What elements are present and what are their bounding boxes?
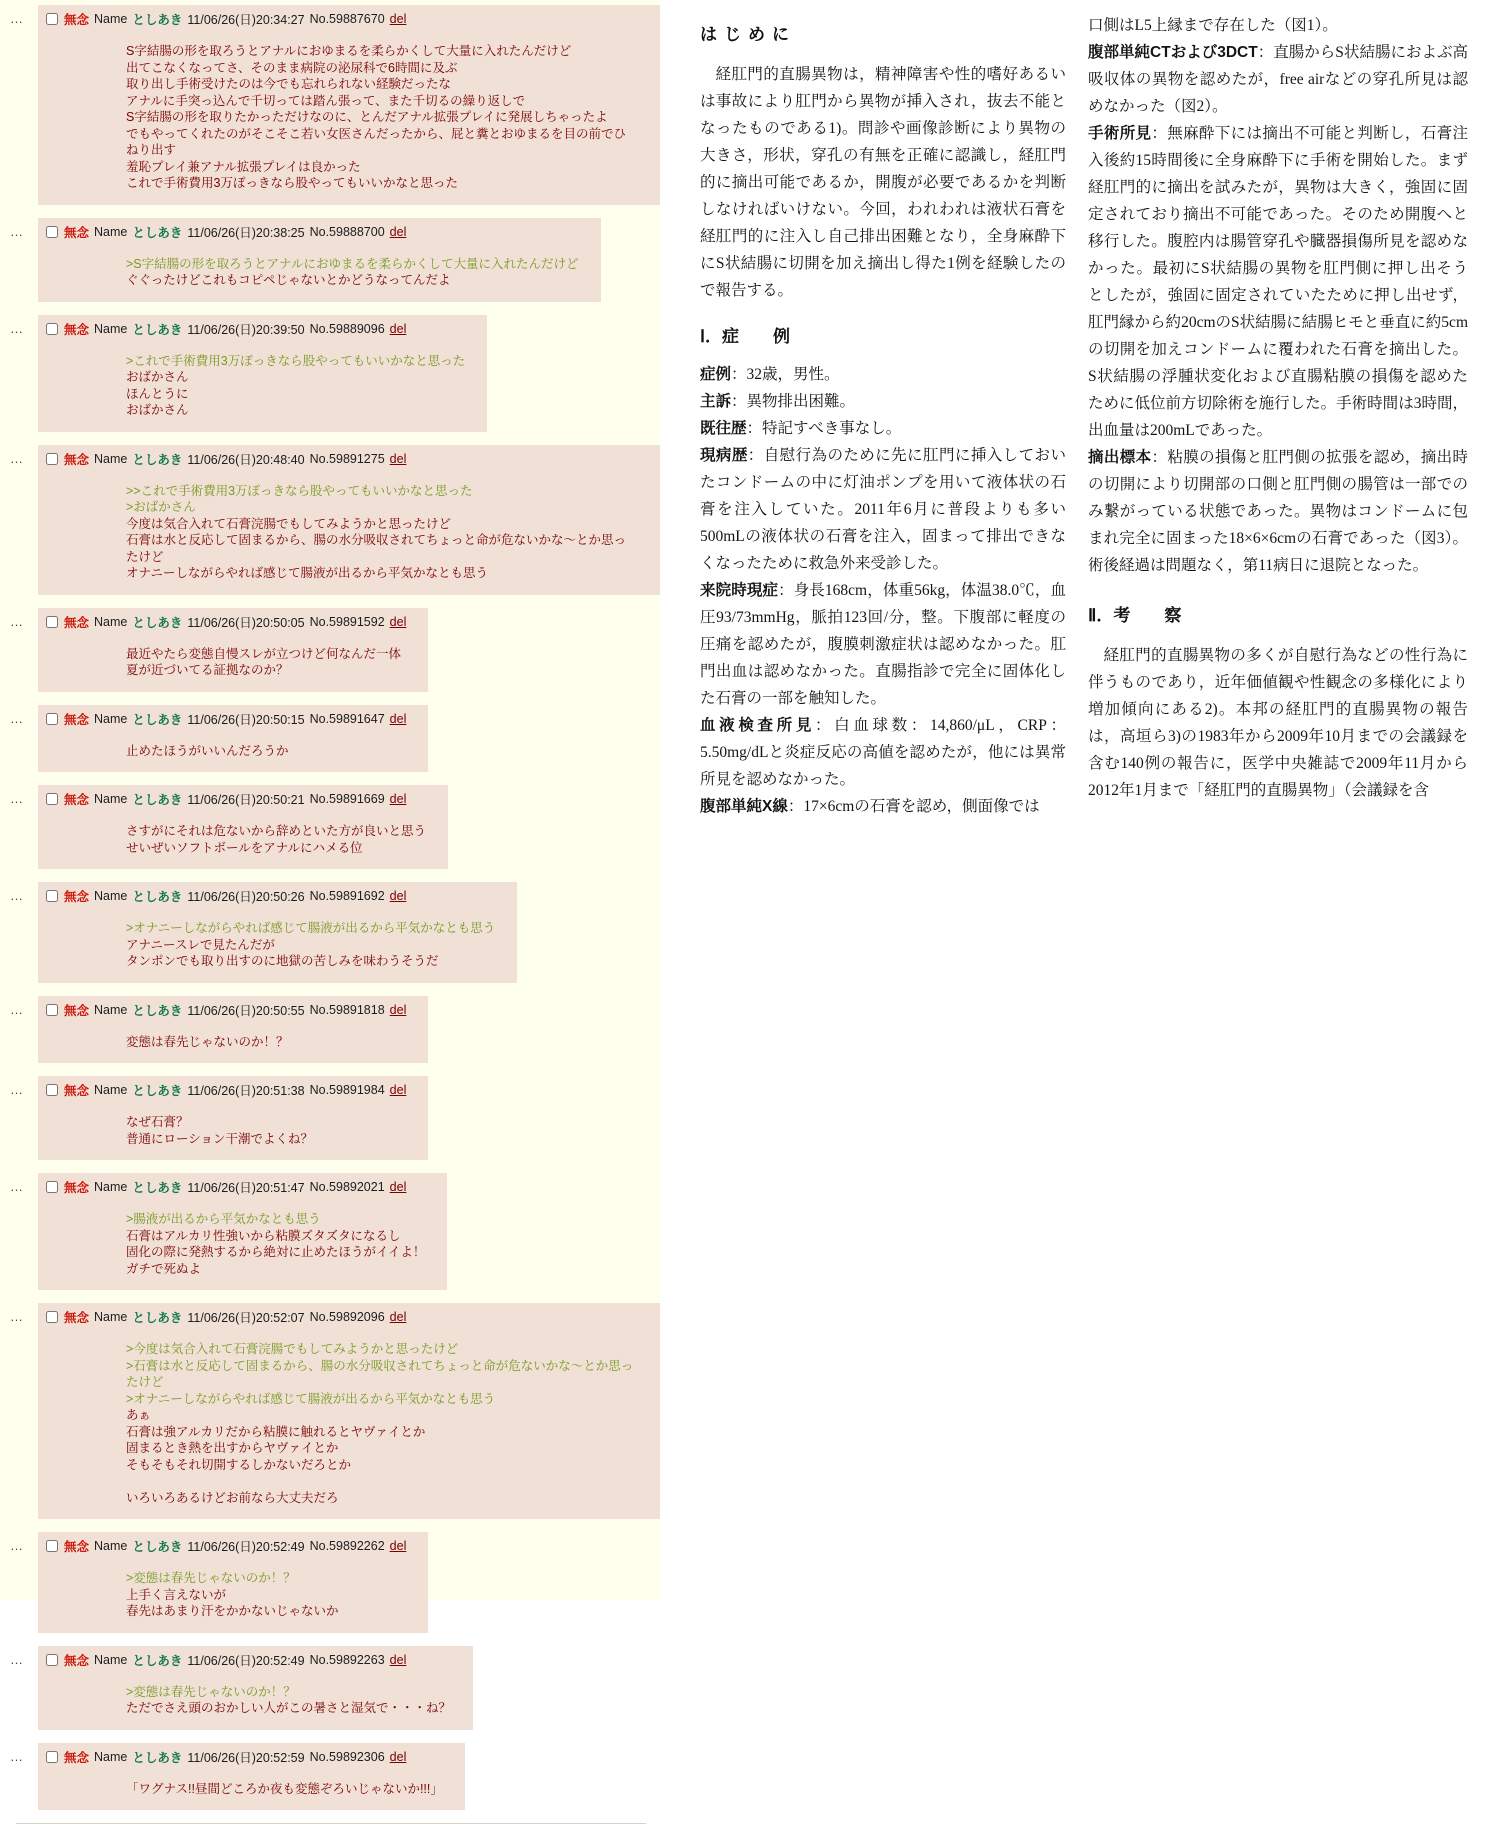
poster-name: としあき	[132, 1181, 183, 1195]
delete-checkbox[interactable]	[46, 1311, 58, 1323]
name-label: Name	[94, 1180, 128, 1194]
post-header	[46, 1178, 425, 1196]
post-subject: 無念	[64, 712, 90, 727]
post-text-line: おばかさん	[126, 370, 189, 384]
post-quote-line: >オナニーしながらやれば感じて腸液が出るから平気かなとも思う	[126, 1391, 496, 1406]
post-text-line: アナニースレで見たんだが	[126, 937, 275, 952]
post-body	[126, 646, 406, 679]
post-body	[126, 256, 579, 289]
post-text-line: 今度は気合入れて石膏浣腸でもしてみようかと思ったけど	[126, 516, 452, 531]
delete-checkbox[interactable]	[46, 1084, 58, 1096]
reply-expand-control[interactable]: …	[10, 450, 24, 466]
post-text-line: 「ワグナス!!昼間どころか夜も変態ぞろいじゃないか!!!」	[126, 1781, 443, 1796]
post-datetime: 11/06/26(日)20:52:59	[187, 1750, 305, 1765]
post-body	[126, 1114, 406, 1147]
post-header	[46, 10, 638, 28]
post-body	[126, 823, 426, 856]
case-item-text: ：異物排出困難。	[731, 393, 856, 410]
name-label: Name	[94, 1539, 128, 1553]
post-row	[0, 1743, 660, 1811]
post-text-line: S字結腸の形を取りたかっただけなのに、とんだアナル拡張プレイに発展しちゃったよ	[126, 110, 608, 124]
case-item	[1088, 444, 1468, 579]
post-body	[126, 743, 406, 760]
post-text-line: 羞恥プレイ兼アナル拡張プレイは良かった	[126, 159, 361, 174]
post-quote-line: >変態は春先じゃないのか！？	[126, 1571, 296, 1585]
intro-paragraph: 経肛門的直腸異物は，精神障害や性的嗜好あるいは事故により肛門から異物が挿入され，抜去不能となったものである1)。問診や画像診断により異物の大きさ，形状，穿孔の有無を正確に認識し，経肛門的に摘出可能であるか，開腹が必要であるかを判断しなければいけない。今回，われわれは液状石膏を経肛門的に注入し自己排出困難となり，全身麻酔下にS状結腸に切開を加え摘出し得た1例を経験したので報告する。	[700, 66, 1066, 299]
del-link[interactable]: del	[389, 614, 407, 629]
post-subject: 無念	[64, 1750, 90, 1765]
post	[38, 1532, 428, 1633]
post	[38, 5, 660, 205]
post	[38, 315, 487, 432]
post	[38, 705, 428, 773]
post-header	[46, 710, 406, 728]
post-text-line	[126, 1473, 638, 1490]
del-link[interactable]: del	[389, 889, 407, 903]
post-row	[0, 882, 660, 983]
case-item-label: 症例	[700, 366, 732, 383]
reply-expand-control[interactable]: …	[10, 613, 24, 629]
post-header	[46, 1651, 451, 1669]
post-text-line: 出てこなくなってさ、そのまま病院の泌尿科で6時間に及ぶ	[126, 60, 458, 75]
name-label: Name	[94, 1310, 128, 1324]
name-label: Name	[94, 614, 128, 629]
name-label: Name	[94, 321, 128, 336]
post-text-line: オナニーしながらやれば感じて腸液が出るから平気かなとも思う	[126, 566, 489, 580]
post-row	[0, 1532, 660, 1633]
reply-expand-control[interactable]: …	[10, 1179, 24, 1194]
reply-expand-control[interactable]: …	[10, 1001, 24, 1017]
post-subject: 無念	[64, 1653, 90, 1668]
post-datetime: 11/06/26(日)20:50:05	[187, 615, 305, 630]
post	[38, 608, 428, 692]
post-header	[46, 790, 426, 808]
name-label: Name	[94, 1083, 128, 1097]
post-header	[46, 613, 406, 631]
case-item	[700, 415, 1066, 442]
del-link[interactable]: del	[389, 224, 407, 239]
post	[38, 882, 517, 983]
del-link[interactable]: del	[389, 321, 407, 336]
delete-checkbox[interactable]	[46, 226, 58, 238]
post-datetime: 11/06/26(日)20:39:50	[187, 322, 305, 337]
case-item-label: 来院時現症	[700, 582, 779, 599]
name-label: Name	[94, 224, 128, 239]
post-header	[46, 887, 495, 905]
post	[38, 996, 428, 1064]
post-text-line: あぁ	[126, 1408, 151, 1422]
post-number: No.59891275	[309, 451, 385, 466]
poster-name: としあき	[132, 712, 183, 727]
case-item-text: ：無麻酔下には摘出不可能と判断し，石膏注入後約15時間後に全身麻酔下に手術を開始した。まず経肛門的に摘出を試みたが，異物は大きく，強固に固定されており摘出不可能であった。そのため開腹へと移行した。腹腔内は腸管穿孔や臓器損傷所見を認めなかった。最初にS状結腸の異物を肛門側に押し出そうとしたが，強固に固定されていたために押し出せず，肛門縁から約20cmのS状結腸に結腸ヒモと垂直に約5cmの切開を加えコンドームに覆われた石膏を摘出した。S状結腸の浮腫状変化および直腸粘膜の損傷を認めたために低位前方切除術を施行した。手術時間は3時間，出血量は200mLであった。	[1088, 125, 1468, 439]
post-row	[0, 1173, 660, 1290]
poster-name: としあき	[132, 1750, 183, 1765]
discussion-section-heading: Ⅱ．考 察	[1088, 606, 1182, 625]
post-text-line: せいぜいソフトボールをアナルにハメる位	[126, 840, 363, 855]
post-text-line: ガチで死ぬよ	[126, 1261, 202, 1276]
post-row	[0, 218, 660, 302]
case-item-text: ：32歳，男性。	[731, 366, 840, 383]
post-number: No.59891669	[309, 792, 385, 806]
post-header	[46, 1748, 443, 1766]
delete-checkbox[interactable]	[46, 890, 58, 902]
post-text-line: おばかさん	[126, 403, 189, 417]
poster-name: としあき	[132, 13, 183, 27]
post-datetime: 11/06/26(日)20:50:26	[187, 890, 305, 904]
delete-checkbox[interactable]	[46, 1181, 58, 1193]
post-text-line: ぐぐったけどこれもコピペじゃないとかどうなってんだよ	[126, 273, 451, 287]
thread-posts	[0, 0, 660, 1810]
reply-expand-control[interactable]: …	[10, 320, 24, 336]
post-subject: 無念	[64, 1003, 90, 1018]
post-text-line: S字結腸の形を取ろうとアナルにおゆまるを柔らかくして大量に入れたんだけど	[126, 44, 572, 58]
post-text-line: 止めたほうがいいんだろうか	[126, 743, 289, 758]
delete-checkbox[interactable]	[46, 323, 58, 335]
delete-checkbox[interactable]	[46, 793, 58, 805]
post-subject: 無念	[64, 793, 90, 807]
case-item	[700, 361, 1066, 388]
imageboard-thread	[0, 0, 660, 1796]
delete-checkbox[interactable]	[46, 453, 58, 465]
post-header	[46, 223, 579, 241]
post-text-line: 普通にローション干潮でよくね？	[126, 1131, 314, 1146]
case-item-label: 主訴	[700, 393, 732, 410]
post-header	[46, 1081, 406, 1099]
del-link[interactable]: del	[389, 1652, 407, 1667]
del-link[interactable]: del	[389, 12, 407, 26]
case-item	[700, 712, 1066, 793]
reply-expand-control[interactable]: …	[10, 791, 24, 806]
post	[38, 1743, 465, 1811]
post	[38, 1173, 447, 1290]
paper-page	[660, 0, 1490, 1600]
post-row	[0, 315, 660, 432]
del-link[interactable]: del	[389, 1310, 407, 1324]
post-text-line: 石膏はアルカリ性強いから粘膜ズタズタになるし	[126, 1228, 401, 1243]
case-item-text: ：自慰行為のために先に肛門に挿入しておいたコンドームの中に灯油ポンプを用いて液体状の石膏を注入していた。2011年6月に普段よりも多い500mLの液体状の石膏を注入，固まって排出できなくなったために救急外来受診した。	[700, 447, 1066, 572]
name-label: Name	[94, 1749, 128, 1764]
post-number: No.59892263	[309, 1652, 385, 1667]
delete-checkbox[interactable]	[46, 713, 58, 725]
reply-expand-control[interactable]: …	[10, 1651, 24, 1667]
name-label: Name	[94, 889, 128, 903]
post-quote-line: >これで手術費用3万ぽっきなら股やってもいいかなと思った	[126, 353, 466, 368]
post-text-line: タンポンでも取り出すのに地獄の苦しみを味わうそうだ	[126, 954, 439, 968]
post-header	[46, 320, 465, 338]
case-item-label: 摘出標本	[1088, 449, 1152, 466]
reply-expand-control[interactable]: …	[10, 223, 24, 239]
del-link[interactable]: del	[389, 1002, 407, 1017]
case-item-text: ：身長168cm，体重56kg，体温38.0℃，血圧93/73mmHg，脈拍123回/分，整。下腹部に軽度の圧痛を認めたが，腹膜刺激症状は認めなかった。肛門出血は認めなかった。直腸指診で完全に固体化した石膏の一部を触知した。	[700, 582, 1066, 707]
discussion-paragraph: 経肛門的直腸異物の多くが自慰行為などの性行為に伴うものであり，近年価値観や性観念の多様化により増加傾向にある2)。本邦の経肛門的直腸異物の報告は，高垣ら3)の1983年から2009年10月までの会議録を含む140例の報告に，医学中央雑誌で2009年11月から2012年1月まで「経肛門的直腸異物」（会議録を含	[1088, 647, 1468, 799]
post-row	[0, 608, 660, 692]
post-row	[0, 445, 660, 595]
post-body	[126, 1341, 638, 1506]
name-label: Name	[94, 711, 128, 726]
case-section-heading: Ⅰ．症 例	[700, 327, 791, 346]
case-item-text: ：17×6cmの石膏を認め，側面像では	[787, 798, 1040, 815]
poster-name: としあき	[132, 1653, 183, 1668]
post-text-line: 固まるとき熱を出すからヤヴァイとか	[126, 1441, 339, 1455]
post-text-line: なぜ石膏？	[126, 1115, 189, 1129]
case-item-label: 手術所見	[1088, 125, 1152, 142]
post-body	[126, 920, 495, 970]
post-header	[46, 450, 638, 468]
reply-expand-control[interactable]: …	[10, 11, 24, 26]
reply-expand-control[interactable]: …	[10, 1082, 24, 1097]
post-text-line: 取り出し手術受けたのは今でも忘れられない経験だったな	[126, 77, 452, 91]
post-quote-line: >石膏は水と反応して固まるから、腸の水分吸収されてちょっと命が危ないかな〜とか思ったけど	[126, 1358, 634, 1389]
post-datetime: 11/06/26(日)20:34:27	[187, 13, 305, 27]
post-body	[126, 1684, 451, 1717]
post-text-line: でもやってくれたのがそこそこ若い女医さんだったから、屁と糞とおゆまるを目の前でひねり出す	[126, 126, 627, 157]
name-label: Name	[94, 792, 128, 806]
poster-name: としあき	[132, 1311, 183, 1325]
post-number: No.59892021	[309, 1180, 385, 1194]
post-text-line: 最近やたら変態自慢スレが立つけど何なんだ一体	[126, 646, 402, 661]
post-row	[0, 5, 660, 205]
post-row	[0, 1076, 660, 1160]
post-quote-line: >おばかさん	[126, 500, 196, 514]
post-header	[46, 1001, 406, 1019]
post-datetime: 11/06/26(日)20:51:38	[187, 1084, 305, 1098]
post-number: No.59887670	[309, 12, 385, 26]
del-link[interactable]: del	[389, 1539, 407, 1553]
post-subject: 無念	[64, 452, 90, 467]
post-row	[0, 1646, 660, 1730]
poster-name: としあき	[132, 1084, 183, 1098]
case-item-text: ：直腸からS状結腸におよぶ高吸収体の異物を認めたが，free airなどの穿孔所見は認めなかった（図2）。	[1088, 44, 1469, 115]
poster-name: としあき	[132, 793, 183, 807]
reply-expand-control[interactable]: …	[10, 1538, 24, 1553]
post-number: No.59891692	[309, 889, 385, 903]
post	[38, 445, 660, 595]
case-item	[700, 442, 1066, 577]
post-subject: 無念	[64, 1181, 90, 1195]
post-datetime: 11/06/26(日)20:48:40	[187, 452, 305, 467]
post-text-line: 上手く言えないが	[126, 1587, 227, 1602]
poster-name: としあき	[132, 452, 183, 467]
case-item	[1088, 120, 1468, 444]
post-subject: 無念	[64, 890, 90, 904]
post-quote-line: >オナニーしながらやれば感じて腸液が出るから平気かなとも思う	[126, 921, 496, 935]
post-header	[46, 1308, 638, 1326]
del-link[interactable]: del	[389, 1749, 407, 1764]
del-link[interactable]: del	[389, 1083, 407, 1097]
delete-checkbox[interactable]	[46, 616, 58, 628]
post-number: No.59892096	[309, 1310, 385, 1324]
poster-name: としあき	[132, 225, 183, 240]
post-number: No.59892262	[309, 1539, 385, 1553]
case-item	[700, 388, 1066, 415]
post-text-line: いろいろあるけどお前なら大丈夫だろ	[126, 1490, 339, 1505]
del-link[interactable]: del	[389, 451, 407, 466]
post	[38, 1646, 473, 1730]
post-datetime: 11/06/26(日)20:38:25	[187, 225, 305, 240]
post	[38, 1076, 428, 1160]
post-body	[126, 1211, 425, 1277]
post-text-line: そもそもそれ切開するしかないだろとか	[126, 1457, 352, 1472]
case-item-label: 既往歴	[700, 420, 747, 437]
paper-column-left	[700, 0, 1066, 820]
case-item-text: ：粘膜の損傷と肛門側の拡張を認め，摘出時の切開により切開部の口側と肛門側の腸管は一部でのみ繋がっている状態であった。異物はコンドームに包まれ完全に固まった18×6×6cmの石膏であった（図3）。術後経過は問題なく，第11病日に退院となった。	[1088, 449, 1468, 574]
post-row	[0, 1303, 660, 1519]
post-body	[126, 1034, 406, 1051]
post-datetime: 11/06/26(日)20:50:21	[187, 793, 305, 807]
post-quote-line: >S字結腸の形を取ろうとアナルにおゆまるを柔らかくして大量に入れたんだけど	[126, 256, 579, 271]
post-datetime: 11/06/26(日)20:52:49	[187, 1653, 305, 1668]
post-text-line: これで手術費用3万ぽっきなら股やってもいいかなと思った	[126, 176, 458, 190]
post-datetime: 11/06/26(日)20:52:49	[187, 1540, 305, 1554]
del-link[interactable]: del	[389, 1180, 407, 1194]
name-label: Name	[94, 451, 128, 466]
post-body	[126, 1781, 443, 1798]
case-item-label: 腹部単純CTおよび3DCT	[1088, 44, 1258, 61]
post-number: No.59889096	[309, 321, 385, 336]
thread-bottom-divider	[16, 1823, 646, 1824]
post-quote-line: >今度は気合入れて石膏浣腸でもしてみようかと思ったけど	[126, 1342, 459, 1356]
post-subject: 無念	[64, 13, 90, 27]
post-subject: 無念	[64, 1540, 90, 1554]
delete-checkbox[interactable]	[46, 13, 58, 25]
thread-bottom-band	[0, 1830, 660, 1843]
post-text-line: 固化の際に発熱するから絶対に止めたほうがイイよ！	[126, 1245, 426, 1259]
post-body	[126, 483, 638, 582]
poster-name: としあき	[132, 615, 183, 630]
post-body	[126, 43, 638, 192]
continuation-paragraph: 口側はL5上縁まで存在した（図1）。	[1088, 17, 1338, 34]
post-row	[0, 996, 660, 1064]
post-subject: 無念	[64, 1084, 90, 1098]
post-datetime: 11/06/26(日)20:50:55	[187, 1003, 305, 1018]
post-text-line: さすがにそれは危ないから辞めといた方が良いと思う	[126, 824, 427, 838]
post	[38, 1303, 660, 1519]
post-datetime: 11/06/26(日)20:50:15	[187, 712, 305, 727]
del-link[interactable]: del	[389, 711, 407, 726]
delete-checkbox[interactable]	[46, 1751, 58, 1763]
case-item-label: 血液検査所見	[700, 717, 815, 734]
name-label: Name	[94, 12, 128, 26]
post-subject: 無念	[64, 322, 90, 337]
post-text-line: 夏が近づいてる証拠なのか？	[126, 663, 289, 677]
post-number: No.59891818	[309, 1002, 385, 1017]
reply-expand-control[interactable]: …	[10, 888, 24, 903]
case-item-text: ：白血球数：14,860/μL，CRP：5.50mg/dLと炎症反応の高値を認めたが，他には異常所見を認めなかった。	[700, 717, 1066, 788]
name-label: Name	[94, 1002, 128, 1017]
poster-name: としあき	[132, 1540, 183, 1554]
reply-expand-control[interactable]: …	[10, 1748, 24, 1764]
post-number: No.59891592	[309, 614, 385, 629]
post-subject: 無念	[64, 615, 90, 630]
post-row	[0, 705, 660, 773]
delete-checkbox[interactable]	[46, 1004, 58, 1016]
post-subject: 無念	[64, 1311, 90, 1325]
post-quote-line: >>これで手術費用3万ぽっきなら股やってもいいかなと思った	[126, 483, 473, 498]
post-body	[126, 1570, 406, 1620]
post-number: No.59891647	[309, 711, 385, 726]
post-number: No.59888700	[309, 224, 385, 239]
case-item	[1088, 39, 1468, 120]
post-number: No.59891984	[309, 1083, 385, 1097]
poster-name: としあき	[132, 322, 183, 337]
post-text-line: 石膏は水と反応して固まるから、腸の水分吸収されてちょっと命が危ないかな〜とか思ったけど	[126, 533, 627, 564]
post-quote-line: >腸液が出るから平気かなとも思う	[126, 1212, 321, 1226]
case-item-label: 現病歴	[700, 447, 748, 464]
case-item-label: 腹部単純X線	[700, 798, 788, 815]
del-link[interactable]: del	[389, 792, 407, 806]
reply-expand-control[interactable]: …	[10, 1309, 24, 1324]
intro-heading: はじめに	[700, 25, 796, 44]
reply-expand-control[interactable]: …	[10, 710, 24, 726]
name-label: Name	[94, 1652, 128, 1667]
post-datetime: 11/06/26(日)20:51:47	[187, 1181, 305, 1195]
post	[38, 785, 448, 869]
post-body	[126, 353, 465, 419]
post-row	[0, 785, 660, 869]
post-text-line: ほんとうに	[126, 386, 189, 401]
post	[38, 218, 601, 302]
post-quote-line: >変態は春先じゃないのか！？	[126, 1684, 296, 1699]
case-item	[700, 577, 1066, 712]
post-text-line: 石膏は強アルカリだから粘膜に触れるとヤヴァイとか	[126, 1424, 426, 1439]
post-text-line: ただでさえ頭のおかしい人がこの暑さと湿気で・・・ね？	[126, 1701, 452, 1715]
case-item-text: ：特記すべき事なし。	[746, 420, 902, 437]
post-header	[46, 1537, 406, 1555]
post-text-line: 春先はあまり汗をかかないじゃないか	[126, 1604, 339, 1618]
case-item	[700, 793, 1066, 820]
post-text-line: アナルに手突っ込んで千切っては踏ん張って、また千切るの繰り返しで	[126, 93, 526, 108]
delete-checkbox[interactable]	[46, 1654, 58, 1666]
post-subject: 無念	[64, 225, 90, 240]
post-text-line: 変態は春先じゃないのか！？	[126, 1034, 289, 1049]
poster-name: としあき	[132, 890, 183, 904]
post-datetime: 11/06/26(日)20:52:07	[187, 1311, 305, 1325]
poster-name: としあき	[132, 1003, 183, 1018]
delete-checkbox[interactable]	[46, 1540, 58, 1552]
post-number: No.59892306	[309, 1749, 385, 1764]
paper-column-right	[1088, 0, 1468, 804]
